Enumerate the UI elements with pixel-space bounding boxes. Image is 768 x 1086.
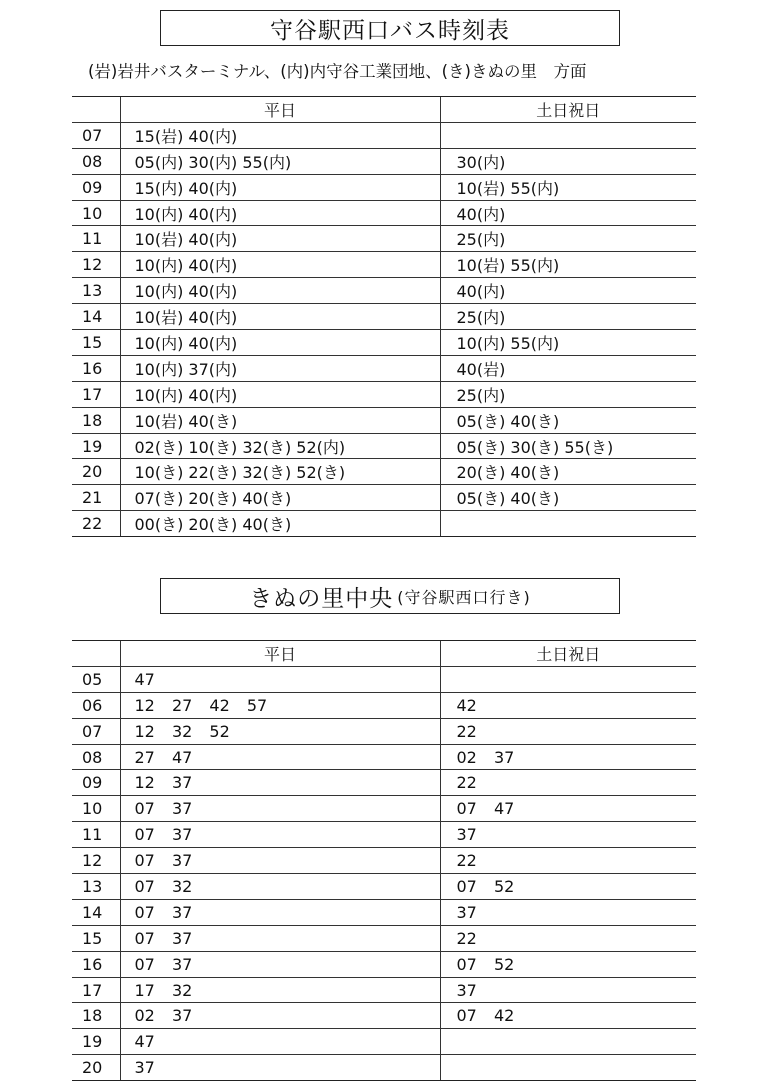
hour-cell: 09 xyxy=(72,174,120,200)
hour-cell: 12 xyxy=(72,848,120,874)
weekend-times: 37 xyxy=(440,899,696,925)
header-weekday: 平日 xyxy=(120,641,440,667)
weekday-times: 02 37 xyxy=(120,1003,440,1029)
hour-cell: 20 xyxy=(72,459,120,485)
table-row xyxy=(72,200,696,226)
hour-cell: 07 xyxy=(72,122,120,148)
table-row xyxy=(72,899,696,925)
weekend-times: 40(内) xyxy=(440,278,696,304)
hour-cell: 09 xyxy=(72,770,120,796)
weekend-times: 25(内) xyxy=(440,381,696,407)
table-row xyxy=(72,174,696,200)
weekday-times: 10(き) 22(き) 32(き) 52(き) xyxy=(120,459,440,485)
weekend-times: 25(内) xyxy=(440,304,696,330)
weekend-times: 10(内) 55(内) xyxy=(440,330,696,356)
table-row xyxy=(72,1055,696,1081)
hour-cell: 14 xyxy=(72,899,120,925)
header-weekend: 土日祝日 xyxy=(440,641,696,667)
weekend-times: 42 xyxy=(440,692,696,718)
timetable-title-text: 守谷駅西口バス時刻表 xyxy=(270,17,510,44)
weekend-times: 22 xyxy=(440,925,696,951)
table-row xyxy=(72,459,696,485)
hour-cell: 19 xyxy=(72,1029,120,1055)
weekend-times: 20(き) 40(き) xyxy=(440,459,696,485)
weekday-times: 07 37 xyxy=(120,951,440,977)
table-row xyxy=(72,485,696,511)
weekday-times: 12 32 52 xyxy=(120,718,440,744)
weekday-times: 10(岩) 40(き) xyxy=(120,407,440,433)
table-row xyxy=(72,355,696,381)
weekend-times: 05(き) 40(き) xyxy=(440,485,696,511)
westexit-timetable-body xyxy=(72,122,696,536)
weekday-times: 07 37 xyxy=(120,925,440,951)
weekday-times: 12 27 42 57 xyxy=(120,692,440,718)
weekend-times: 37 xyxy=(440,822,696,848)
weekend-times: 40(岩) xyxy=(440,355,696,381)
hour-cell: 20 xyxy=(72,1055,120,1081)
table-row xyxy=(72,407,696,433)
destinations-line: (岩)岩井バスターミナル、(内)内守谷工業団地、(き)きぬの里 方面 xyxy=(88,62,587,81)
table-row xyxy=(72,977,696,1003)
weekday-times: 10(内) 40(内) xyxy=(120,381,440,407)
hour-cell: 22 xyxy=(72,511,120,537)
hour-cell: 17 xyxy=(72,977,120,1003)
hour-cell: 13 xyxy=(72,874,120,900)
weekday-times: 10(内) 37(内) xyxy=(120,355,440,381)
weekday-times: 07 37 xyxy=(120,899,440,925)
weekend-times xyxy=(440,511,696,537)
table-row xyxy=(72,304,696,330)
weekday-times: 10(岩) 40(内) xyxy=(120,304,440,330)
hour-cell: 16 xyxy=(72,951,120,977)
weekend-times: 22 xyxy=(440,770,696,796)
hour-cell: 18 xyxy=(72,407,120,433)
weekday-times: 10(内) 40(内) xyxy=(120,200,440,226)
weekday-times: 15(岩) 40(内) xyxy=(120,122,440,148)
weekend-times: 25(内) xyxy=(440,226,696,252)
weekday-times: 10(岩) 40(内) xyxy=(120,226,440,252)
weekend-times xyxy=(440,122,696,148)
table-row xyxy=(72,822,696,848)
weekday-times: 12 37 xyxy=(120,770,440,796)
hour-cell: 13 xyxy=(72,278,120,304)
weekday-times: 47 xyxy=(120,1029,440,1055)
weekday-times: 10(内) 40(内) xyxy=(120,330,440,356)
table-row xyxy=(72,226,696,252)
hour-cell: 10 xyxy=(72,796,120,822)
table-row xyxy=(72,796,696,822)
weekend-times xyxy=(440,1055,696,1081)
table-row xyxy=(72,951,696,977)
kinunosato-timetable-body xyxy=(72,666,696,1080)
weekday-times: 27 47 xyxy=(120,744,440,770)
hour-cell: 18 xyxy=(72,1003,120,1029)
hour-cell: 15 xyxy=(72,925,120,951)
weekday-times: 07(き) 20(き) 40(き) xyxy=(120,485,440,511)
hour-cell: 10 xyxy=(72,200,120,226)
header-weekend: 土日祝日 xyxy=(440,97,696,123)
header-hour xyxy=(72,641,120,667)
table-row xyxy=(72,692,696,718)
weekend-times: 05(き) 30(き) 55(き) xyxy=(440,433,696,459)
table-row xyxy=(72,148,696,174)
weekday-times: 02(き) 10(き) 32(き) 52(内) xyxy=(120,433,440,459)
weekday-times: 15(内) 40(内) xyxy=(120,174,440,200)
hour-cell: 05 xyxy=(72,666,120,692)
table-header-row xyxy=(72,97,696,123)
weekend-times: 10(岩) 55(内) xyxy=(440,252,696,278)
weekday-times: 17 32 xyxy=(120,977,440,1003)
table-row xyxy=(72,1003,696,1029)
kinunosato-title xyxy=(160,578,620,614)
weekend-times xyxy=(440,666,696,692)
hour-cell: 17 xyxy=(72,381,120,407)
weekday-times: 07 37 xyxy=(120,822,440,848)
weekend-times: 05(き) 40(き) xyxy=(440,407,696,433)
header-hour xyxy=(72,97,120,123)
hour-cell: 07 xyxy=(72,718,120,744)
table-row xyxy=(72,718,696,744)
timetable-title xyxy=(160,10,620,46)
hour-cell: 21 xyxy=(72,485,120,511)
weekend-times: 10(岩) 55(内) xyxy=(440,174,696,200)
header-weekday: 平日 xyxy=(120,97,440,123)
weekday-times: 05(内) 30(内) 55(内) xyxy=(120,148,440,174)
table-row xyxy=(72,511,696,537)
table-row xyxy=(72,770,696,796)
table-row xyxy=(72,1029,696,1055)
weekend-times: 07 52 xyxy=(440,951,696,977)
hour-cell: 06 xyxy=(72,692,120,718)
table-row xyxy=(72,252,696,278)
weekday-times: 07 37 xyxy=(120,796,440,822)
kinunosato-title-text: きぬの里中央 xyxy=(249,585,394,612)
hour-cell: 11 xyxy=(72,822,120,848)
hour-cell: 19 xyxy=(72,433,120,459)
kinunosato-timetable xyxy=(72,640,696,1081)
weekday-times: 07 37 xyxy=(120,848,440,874)
weekend-times: 30(内) xyxy=(440,148,696,174)
weekday-times: 10(内) 40(内) xyxy=(120,252,440,278)
weekday-times: 00(き) 20(き) 40(き) xyxy=(120,511,440,537)
hour-cell: 08 xyxy=(72,744,120,770)
weekend-times: 07 47 xyxy=(440,796,696,822)
weekday-times: 07 32 xyxy=(120,874,440,900)
table-row xyxy=(72,848,696,874)
weekend-times: 02 37 xyxy=(440,744,696,770)
weekend-times: 40(内) xyxy=(440,200,696,226)
weekend-times: 07 42 xyxy=(440,1003,696,1029)
weekend-times: 37 xyxy=(440,977,696,1003)
kinunosato-title-sub: (守谷駅西口行き) xyxy=(397,587,531,607)
table-row xyxy=(72,433,696,459)
table-row xyxy=(72,122,696,148)
table-row xyxy=(72,666,696,692)
weekend-times: 07 52 xyxy=(440,874,696,900)
weekday-times: 37 xyxy=(120,1055,440,1081)
hour-cell: 08 xyxy=(72,148,120,174)
hour-cell: 15 xyxy=(72,330,120,356)
hour-cell: 12 xyxy=(72,252,120,278)
weekday-times: 10(内) 40(内) xyxy=(120,278,440,304)
table-header-row xyxy=(72,641,696,667)
hour-cell: 11 xyxy=(72,226,120,252)
table-row xyxy=(72,925,696,951)
weekend-times: 22 xyxy=(440,718,696,744)
weekend-times: 22 xyxy=(440,848,696,874)
hour-cell: 16 xyxy=(72,355,120,381)
table-row xyxy=(72,744,696,770)
westexit-timetable xyxy=(72,96,696,537)
table-row xyxy=(72,874,696,900)
weekday-times: 47 xyxy=(120,666,440,692)
hour-cell: 14 xyxy=(72,304,120,330)
weekend-times xyxy=(440,1029,696,1055)
table-row xyxy=(72,381,696,407)
table-row xyxy=(72,330,696,356)
table-row xyxy=(72,278,696,304)
